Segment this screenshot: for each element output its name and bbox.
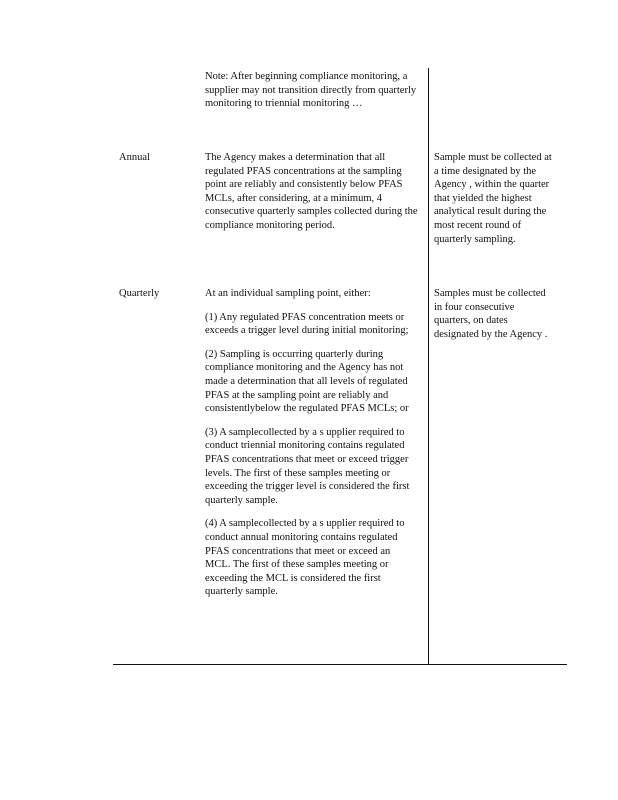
quarterly-sample-cell: Samples must be collected in four consecutive quarters, on dates designated by the Agency . [434,288,548,340]
quarterly-condition-item-2: (2) Sampling is occurring quarterly during compliance monitoring and the Agency has not made a determination that all levels of regulated PFAS at the sampling point are reliably and consistentlybelow the regulated PFAS MCLs; or [205,348,409,415]
quarterly-frequency-cell: Quarterly [119,288,160,299]
quarterly-condition-cell [205,287,418,599]
note-condition-cell [205,70,418,111]
annual-condition-text: The Agency makes a determination that all regulated PFAS concentrations at the sampling point are reliably and consistently below PFAS MCLs, after considering, at a minimum, 4 consecutive quarterly samples collected during the compliance monitoring period. [205,152,418,231]
quarterly-condition-intro: At an individual sampling point, either: [205,288,371,299]
annual-frequency-cell: Annual [119,152,150,163]
table-bottom-rule [113,664,567,665]
annual-condition-cell [205,151,418,233]
note-text: Note: After beginning compliance monitoring, a supplier may not transition directly from quarterly monitoring to triennial monitoring … [205,71,417,110]
annual-sample-cell: Sample must be collected at a time designated by the Agency , within the quarter that yielded the highest analytical result during the most recent round of quarterly sampling. [434,152,552,245]
quarterly-condition-item-3: (3) A samplecollected by a s upplier required to conduct triennial monitoring contains regulated PFAS concentrations that meet or exceed trigger levels. The first of these samples meeting or exceeding the trigger level is considered the first quarterly sample. [205,426,410,506]
quarterly-condition-item-4: (4) A samplecollected by a s upplier required to conduct annual monitoring contains regulated PFAS concentrations that meet or exceed an MCL. The first of these samples meeting or exceeding the MCL is considered the first quarterly sample. [205,518,405,598]
column-divider [428,68,429,665]
quarterly-condition-item-1: (1) Any regulated PFAS concentration meets or exceeds a trigger level during initial monitoring; [205,311,409,337]
